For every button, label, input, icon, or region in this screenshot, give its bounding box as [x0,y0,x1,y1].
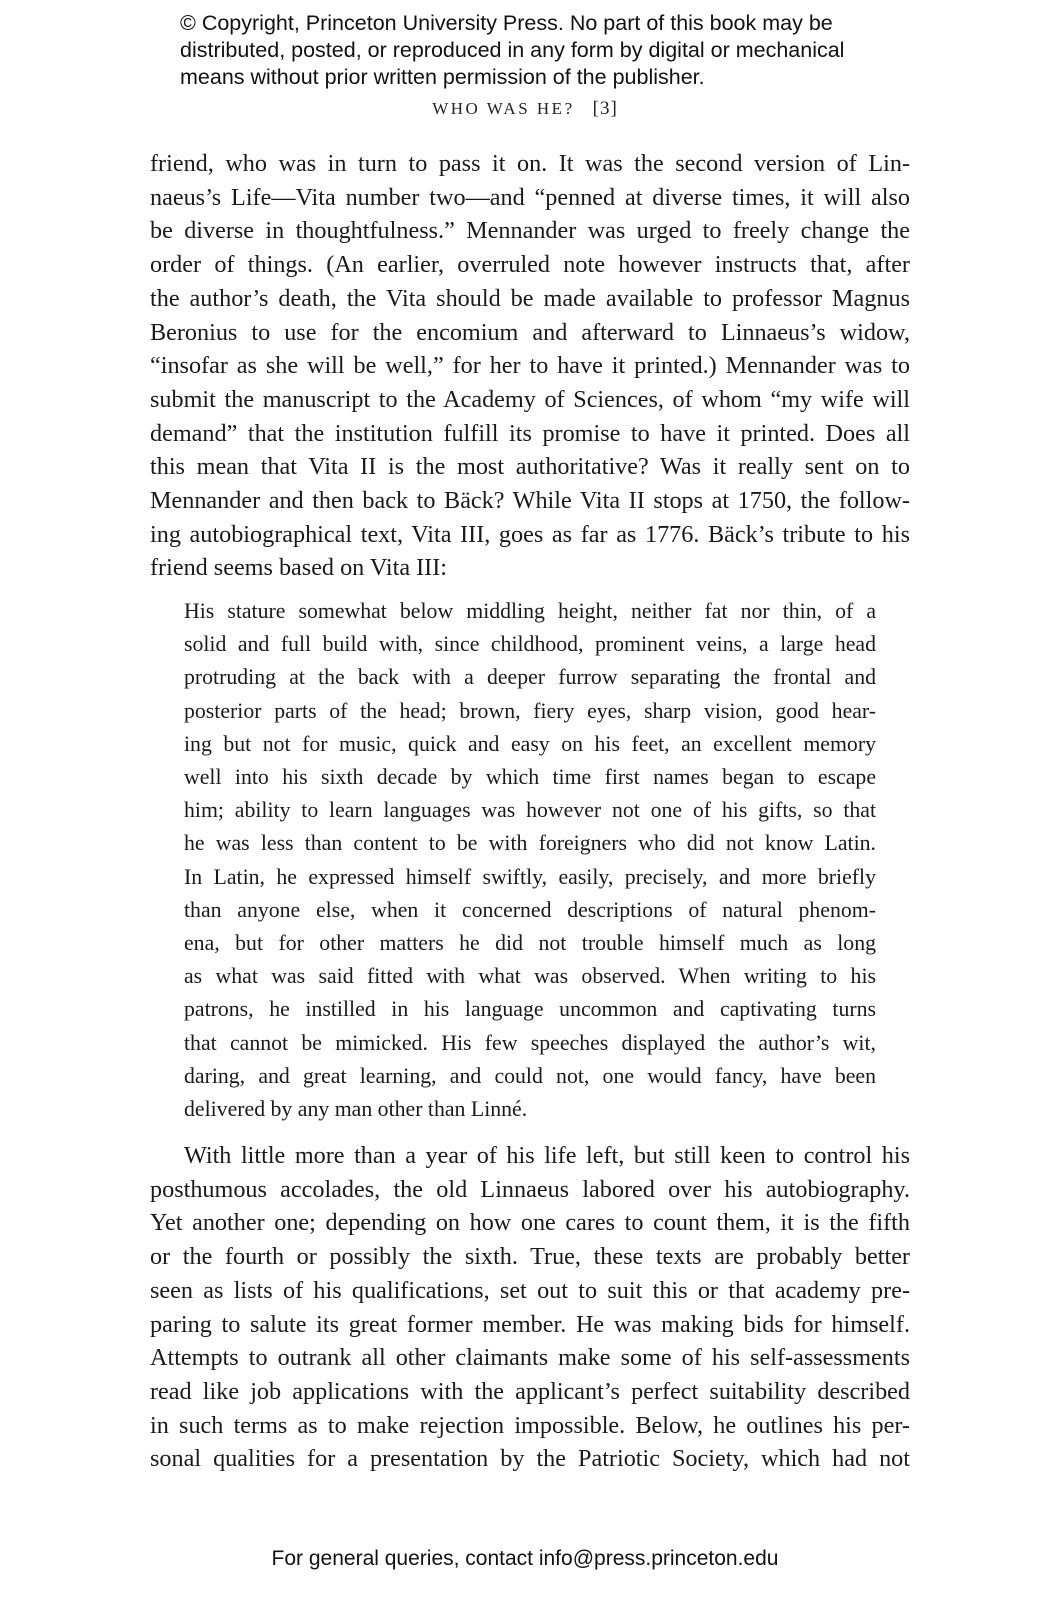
text-line: order of things. (An earlier, overruled note however instructs that, after [150,251,910,279]
footer-contact: For general queries, contact info@press.princeton.edu [271,1547,779,1570]
text-line: Beronius to use for the encomium and afterward to Linnaeus’s widow, [150,318,910,346]
quote-line: delivered by any man other than Linné. [184,1097,528,1122]
text-line: or the fourth or possibly the sixth. True, these texts are probably better [150,1243,910,1271]
quote-line: His stature somewhat below middling height, neither fat nor thin, of a [184,599,876,623]
text-line: seen as lists of his qualifications, set out to suit this or that academy pre- [150,1276,910,1304]
text-line: Mennander and then back to Bäck? While Vita II stops at 1750, the follow- [150,487,910,515]
text-line: demand” that the institution fulfill its promise to have it printed. Does all [150,419,910,447]
quote-line: protruding at the back with a deeper furrow separating the frontal and [184,665,876,690]
text-line: in such terms as to make rejection impossible. Below, he outlines his per- [150,1411,910,1439]
copyright-notice [180,10,900,91]
page-number: [3] [592,98,618,119]
text-line: Attempts to outrank all other claimants make some of his self-assessments [150,1344,910,1372]
quote-line: patrons, he instilled in his language uncommon and captivating turns [184,997,876,1022]
quote-line: posterior parts of the head; brown, fiery eyes, sharp vision, good hear- [184,698,876,723]
text-line: sonal qualities for a presentation by the Patriotic Society, which had not [150,1445,910,1473]
text-line: this mean that Vita II is the most authoritative? Was it really sent on to [150,453,910,481]
text-line: Yet another one; depending on how one cares to count them, it is the fifth [150,1209,910,1237]
quote-line: daring, and great learning, and could not, one would fancy, have been [184,1063,876,1088]
paragraph-2 [150,1139,910,1476]
text-line: “insofar as she will be well,” for her to have it printed.) Mennander was to [150,352,910,380]
text-line: posthumous accolades, the old Linnaeus labored over his autobiography. [150,1175,910,1203]
quote-line: ing but not for music, quick and easy on his feet, an excellent memory [184,731,876,756]
block-quote [184,595,876,1126]
copyright-line: means without prior written permission of the publisher. [180,65,705,89]
running-head [0,98,1050,120]
copyright-line: © Copyright, Princeton University Press. No part of this book may be [180,11,833,35]
quote-line: well into his sixth decade by which time first names began to escape [184,765,876,790]
quote-line: as what was said fitted with what was observed. When writing to his [184,964,876,989]
quote-line: solid and full build with, since childhood, prominent veins, a large head [184,632,876,657]
quote-line: him; ability to learn languages was however not one of his gifts, so that [184,798,876,823]
quote-line: that cannot be mimicked. His few speeches displayed the author’s wit, [184,1030,876,1055]
copyright-line: distributed, posted, or reproduced in any form by digital or mechanical [180,38,845,62]
paragraph-1 [150,147,910,585]
quote-line: ena, but for other matters he did not trouble himself much as long [184,931,876,956]
quote-line: he was less than content to be with foreigners who did not know Latin. [184,831,876,856]
quote-line: In Latin, he expressed himself swiftly, easily, precisely, and more briefly [184,864,876,889]
text-line: naeus’s Life—Vita number two—and “penned at diverse times, it will also [150,183,910,211]
text-line: friend, who was in turn to pass it on. It was the second version of Lin- [150,150,910,177]
text-line: friend seems based on Vita III: [150,554,447,582]
text-line: read like job applications with the applicant’s perfect suitability described [150,1377,910,1405]
text-line: submit the manuscript to the Academy of Sciences, of whom “my wife will [150,385,910,413]
quote-line: than anyone else, when it concerned descriptions of natural phenom- [184,897,876,922]
text-line: the author’s death, the Vita should be made available to professor Magnus [150,284,910,312]
running-title: WHO WAS HE? [432,99,575,118]
text-line: be diverse in thoughtfulness.” Mennander was urged to freely change the [150,217,910,245]
text-line: paring to salute its great former member. He was making bids for himself. [150,1310,910,1338]
text-line: With little more than a year of his life left, but still keen to control his [184,1142,910,1169]
text-line: ing autobiographical text, Vita III, goes as far as 1776. Bäck’s tribute to his [150,520,910,548]
